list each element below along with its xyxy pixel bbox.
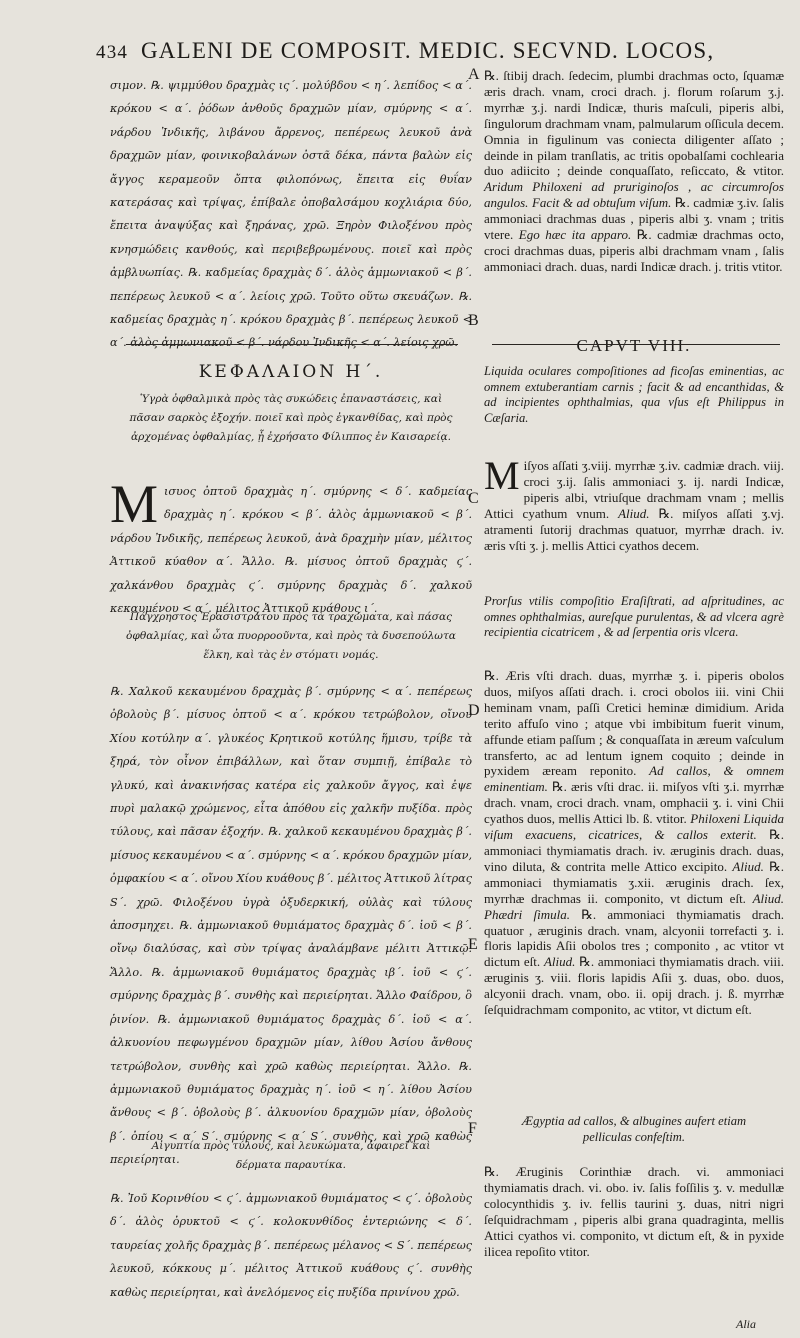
greek-top-paragraph: σιμον. ℞. ψιμμύθου δραχμὰς ις΄. μολύβδου < η΄. λεπίδος < α΄. κρόκου < α΄. ῥόδων ἀνθοῦς δραχμῶν μίαν, σμύρνης < α΄. νάρδου Ἰνδικῆς, λιβάνου ἄρρενος, πεπέρεως λευκοῦ ἀνὰ δραχμῶν μίαν, φοινικοβαλάνων ὀστᾶ δέκα, πάντα βαλὼν εἰς ἄγγος κεραμεοῦν ὄπτα φιλοπόνως, ἔπειτα εἰς θυΐαν κατεράσας καὶ τρίψας, ἐπίβαλε ὀποβαλσάμου κοχλιάρια δύο, ἔπειτα ἀναψύξας καὶ ξηράνας, χρῶ. Ξηρὸν Φιλοξένου πρὸς κνησμώδεις κανθούς, καὶ περιβεβρωμένους. ποιεῖ καὶ πρὸς ἀμβλυωπίας. ℞. καδμείας δραχμὰς δ΄. ἁλὸς ἀμμωνιακοῦ < β΄. πεπέρεως λευκοῦ < α΄. λείοις χρῶ. Τοῦτο οὕτω σκευάζων. ℞. καδμείας δραχμὰς η΄. κρόκου δραχμὰς β΄. πεπέρεως λευκοῦ < α΄. ἁλὸς ἀμμωνιακοῦ < β΄. νάρδου Ἰνδικῆς < α΄. λείοις χρῶ. <box>110 79 472 350</box>
margin-letter-a: A <box>468 66 480 83</box>
latin-para-2-text-e: ℞. ammoniaci thymiamatis drach. quatuor , æruginis drach. vnam, alcyonii torrefacti ʒ. i. floris lapidis Aſii obolos tres ; componito , ac vtitor vt dictum eſt. <box>484 906 784 970</box>
greek-column <box>110 74 472 1314</box>
greek-section-rule <box>126 344 458 345</box>
greek-subtitle-3: Αἰγυπτία πρὸς τύλους, καὶ λευκώματα, ἀφαιρεῖ καὶ δέρματα παραυτίκα. <box>151 1140 431 1171</box>
margin-letter-e: E <box>468 936 478 953</box>
latin-para-2-italic-d: Aliud. Phædri ſimula. <box>484 890 785 922</box>
latin-top-text: ℞. ſtibij drach. ſedecim, plumbi drachmas octo, ſquamæ æris drach. vnam, croci drach. j. florum roſarum ʒ.j. myrrhæ ʒ.j. nardi Indicæ, thuris maſculi, piperis albi, ſingulorum drachmam vnam, palmularum oſſicula decem. Omnia in figulinum vas coniecta diligenter aſſato ; deinde in pilam tranſlatis, ac tritis opobalſami cochlearia duo adiicito ; deinde conquaſſato, reſiccato, & vtitor. <box>484 68 784 179</box>
margin-letter-c: C <box>468 490 479 507</box>
greek-chapter-heading: ΚΕΦΑΛΑΙΟΝ Η΄. <box>198 362 384 382</box>
latin-subtitle-2: Prorſus vtilis compoſitio Eraſiſtrati, ad aſpritudines, ac omnes ophthalmias, aureſque purulentas, & ad vlcera agrè recipientia cicatricem , & ad ſerpentia oris vlcera. <box>484 594 784 640</box>
greek-para-1 <box>110 474 472 616</box>
greek-para-2: ℞. Χαλκοῦ κεκαυμένου δραχμὰς β΄. σμύρνης < α΄. πεπέρεως ὀβολοὺς β΄. μίσυος ὀπτοῦ < α΄. κρόκου τετρώβολον, οἴνου Χίου κοτύλην α΄. γλυκέος Κρητικοῦ κοτύλης ἥμισυ, τρίβε τὰ ξηρά, τὸν οἶνον ἐπιβάλλων, καὶ ὅταν συμπιῇ, ἐπίβαλε τὸ γλυκύ, καὶ ἀνακινήσας κατέρα εἰς χαλκοῦν ἄγγος, καὶ ἐψε πυρὶ μαλακῷ χρώμενος, εἶτα ἀπόθου εἰς χαλκῆν πυξίδα. πρὸς τύλους, καὶ πᾶσαν ἐξοχήν. ℞. χαλκοῦ κεκαυμένου δραχμὰς β΄. μίσυος κεκαυμένου < α΄. σμύρνης < α΄. κρόκου δραχμῶν μίαν, ὀμφακίου < α΄. οἴνου Χίου κυάθους β΄. μέλιτος Ἀττικοῦ λίτρας S΄. χρῶ. Φιλοξένου ὑγρὰ ὀξυδερκική, οὐλὰς καὶ τύλους ἀποσμηχει. ℞. ἀμμωνιακοῦ θυμιάματος δραχμὰς δ΄. ἰοῦ < β΄. οἴνῳ διαλύσας, καὶ σὺν τρίψας ἀναλάμβανε μέλιτι Ἀττικῷ. Ἄλλο. ℞. ἀμμωνιακοῦ θυμιάματος δραχμὰς ιβ΄. ἰοῦ < ϛ΄. σμύρνης δραχμὰς β΄. συνθὴς καὶ περιείρηται. Ἄλλο Φαίδρου, ὃ ῥινίον. ℞. ἀμμωνιακοῦ θυμιάματος δραχμὰς δ΄. ἰοῦ < α΄. ἀλκυονίου πεφωγμένου δραχμῶν μίαν, λίθου Ἀσίου ἄνθους τετρώβολον, συνθὴς καὶ χρῶ καθὼς περιείρηται. Ἄλλο. ℞. ἀμμωνιακοῦ θυμιάματος δραχμὰς η΄. ἰοῦ < η΄. λίθου Ἀσίου ἄνθους < β΄. ὀβολοὺς β΄. ἀλκυονίου δραχμῶν μίαν, ὀβολοὺς β΄. ὀπίου < α΄ S΄. σμύρνης < α΄ S΄. συνθὴς, καὶ χρῶ καθὼς περιείρηται. <box>110 685 472 1167</box>
greek-para-1-text: ισυος ὀπτοῦ δραχμὰς η΄. σμύρνης < δ΄. καδμείας δραχμὰς η΄. κρόκου < β΄. ἁλὸς ἀμμωνιακοῦ < β΄. νάρδου Ἰνδικῆς, πεπέρεως λευκοῦ, ἀνὰ δραχμὴν μίαν, μέλιτος Ἀττικοῦ κύαθον α΄. Ἄλλο. ℞. μίσυος ὀπτοῦ δραχμὰς ϛ΄. χαλκάνθου δραχμὰς ϛ΄. σμύρνης δραχμὰς δ΄. χαλκοῦ κεκαυμένου < α΄. μέλιτος Ἀττικοῦ κυάθους ι΄. <box>110 485 472 616</box>
latin-para-3: ℞. Æruginis Corinthiæ drach. vi. ammoniaci thymiamatis drach. vi. obo. iv. ſalis foſſilis ʒ. v. medullæ colocynthidis ʒ. iv. fellis taurini ʒ. duas, nitri nigri ſeſquidrachmam , piperis albi grana quadraginta, mellis Attici cyathos vi. componito, vt dictum eſt, & in pyxide ilicea repoſito vtitor. <box>484 1164 784 1259</box>
latin-top-italic: Aridum Philoxeni ad pruriginoſos , ac circumroſos angulos. Facit & ad obtuſum viſum. <box>484 179 784 211</box>
latin-chapter-subtitle: Liquida oculares compoſitiones ad ficoſas eminentias, ac omnem extuberantiam carnis ; facit & ad encanthidas, & ad incipientes ophthalmias, qua vſus eſt Philippus in Cæſaria. <box>484 364 784 425</box>
greek-drop-cap: M <box>110 474 159 534</box>
latin-para-2-text-c: ℞. ammoniaci thymiamatis drach. iv. æruginis drach. duas, vino diluta, & contrita melle Attico excipito. <box>484 827 784 874</box>
running-head <box>96 38 736 72</box>
greek-subtitle-2: Πάγχρηστος Ἐρασιστράτου πρὸς τὰ τραχώματα, καὶ πάσας ὀφθαλμίας, καὶ ὦτα πυορροοῦντα, καὶ πρὸς τὰ δυσεπούλωτα ἕλκη, καὶ τὰς ἐν στόματι νομάς. <box>126 611 456 661</box>
latin-para-2-text-d: ℞. ammoniaci thymiamatis ʒ.xii. æruginis drach. ſex, myrrhæ drachmas ii. componito, vt dictum eſt. <box>484 858 785 906</box>
running-title: GALENI DE COMPOSIT. MEDIC. SECVND. LOCOS, <box>140 38 715 63</box>
latin-para-2-italic-b: Philoxeni Liquida viſum exacuens, cicatrices, & callos exterit. <box>484 811 785 843</box>
latin-top-italic-2: Ego hæc ita apparo. <box>518 227 632 243</box>
latin-top-block <box>484 68 784 314</box>
latin-para-2-italic: Ad callos, & omnem eminentiam. <box>484 763 784 795</box>
greek-chapter-subtitle: Ὑγρὰ ὀφθαλμικὰ πρὸς τὰς συκώδεις ἐπαναστάσεις, καὶ πᾶσαν σαρκὸς ἐξοχήν. ποιεῖ καὶ πρὸς ἐγκανθίδας, καὶ πρὸς ἀρχομένας ὀφθαλμίας, ᾗ ἐχρήσατο Φίλιππος ἐν Καισαρείᾳ. <box>129 393 453 443</box>
latin-subtitle-3: Ægyptia ad callos, & albugines aufert etiam pelliculas confeſtim. <box>521 1114 747 1144</box>
latin-para-2-text-b: ℞. æris vſti drac. ii. miſyos vſti ʒ.i. myrrhæ drach. vnam, croci drach. vnam, omphacii ʒ. i. vini Chii cyathos duos, mellis Attici lb. ß. vtitor. <box>484 779 785 827</box>
latin-para-1-text: iſyos aſſati ʒ.viij. myrrhæ ʒ.iv. cadmiæ drach. viij. croci ʒ.ij. ſalis ammoniaci ʒ. ij. nardi Indicæ, piperis albi, vtriuſque drachmam vnam ; mellis Attici cyathum vnum. <box>484 458 784 521</box>
latin-para-2-italic-e: Aliud. <box>543 954 576 970</box>
page-number: 434 <box>96 42 129 63</box>
latin-para-1-text-b: ℞. miſyos aſſati ʒ.vj. atramenti ſutorij drachmas quatuor, myrrhæ drach. iv. æris vſti ʒ. j. mellis Attici cyathos decem. <box>484 505 784 553</box>
latin-para-2-italic-c: Aliud. <box>732 858 764 874</box>
latin-para-2-text: ℞. Æris vſti drach. duas, myrrhæ ʒ. i. piperis obolos duos, miſyos aſſati drach. i. croci obolos iii. vini Chii heminam vnam, paſſi Cretici heminæ dimidium. Arida terito affuſo vino ; atque vbi imbibitum fuerit vinum, affunde etiam paſſum ; & conquaſſata in æreum vaſculum transferto, ac ad lentum ignem coquito ; deinde in pyxidem æream reponito. <box>484 668 784 779</box>
margin-letter-f: F <box>468 1120 477 1137</box>
latin-para-1-italic: Aliud. <box>618 505 650 521</box>
latin-para-1 <box>484 453 784 584</box>
latin-section-rule <box>492 344 780 345</box>
catchword: Alia <box>736 1317 756 1331</box>
latin-chapter-heading: CAPVT VIII. <box>576 336 692 355</box>
latin-column <box>484 68 784 1308</box>
latin-top-text-2: ℞. cadmiæ ʒ.iv. ſalis ammoniaci drachmas duas , piperis albi ʒ. vnam ; tritis vtere. <box>484 195 784 243</box>
latin-para-2 <box>484 668 784 1098</box>
margin-letter-b: B <box>468 312 479 329</box>
latin-top-text-3: ℞. cadmiæ drachmas octo, croci drachmas duas, piperis albi drachmam vnam , ſalis ammoniaci drach. duas, nardi Indicæ drach. j. tritis vtitor. <box>484 227 785 274</box>
margin-letter-d: D <box>468 702 480 719</box>
greek-para-3: ℞. Ἰοῦ Κορινθίου < ϛ΄. ἀμμωνιακοῦ θυμιάματος < ϛ΄. ὀβολοὺς δ΄. ἁλὸς ὀρυκτοῦ < ϛ΄. κολοκυνθίδος ἐντεριώνης < δ΄. ταυρείας χολῆς δραχμὰς β΄. πεπέρεως μέλανος < S΄. πεπέρεως λευκοῦ, κόκκους μ΄. μέλιτος Ἀττικοῦ κυάθους ϛ΄. συνθὴς καθὼς περιείρηται, καὶ ἀνελόμενος εἰς πυξίδα πρινίνου χρῶ. <box>110 1192 472 1299</box>
latin-para-2-text-f: ℞. ammoniaci thymiamatis drach. viii. æruginis ʒ. viii. floris lapidis Aſii ʒ. duas, obo. duos, alcyonii drach. vnam, obo. ii. opij drach. j. ß. myrrhæ ſeſquidrachmam componito, ac vtitor, vt dictum eſt. <box>484 954 784 1018</box>
latin-drop-cap: M <box>484 453 520 498</box>
